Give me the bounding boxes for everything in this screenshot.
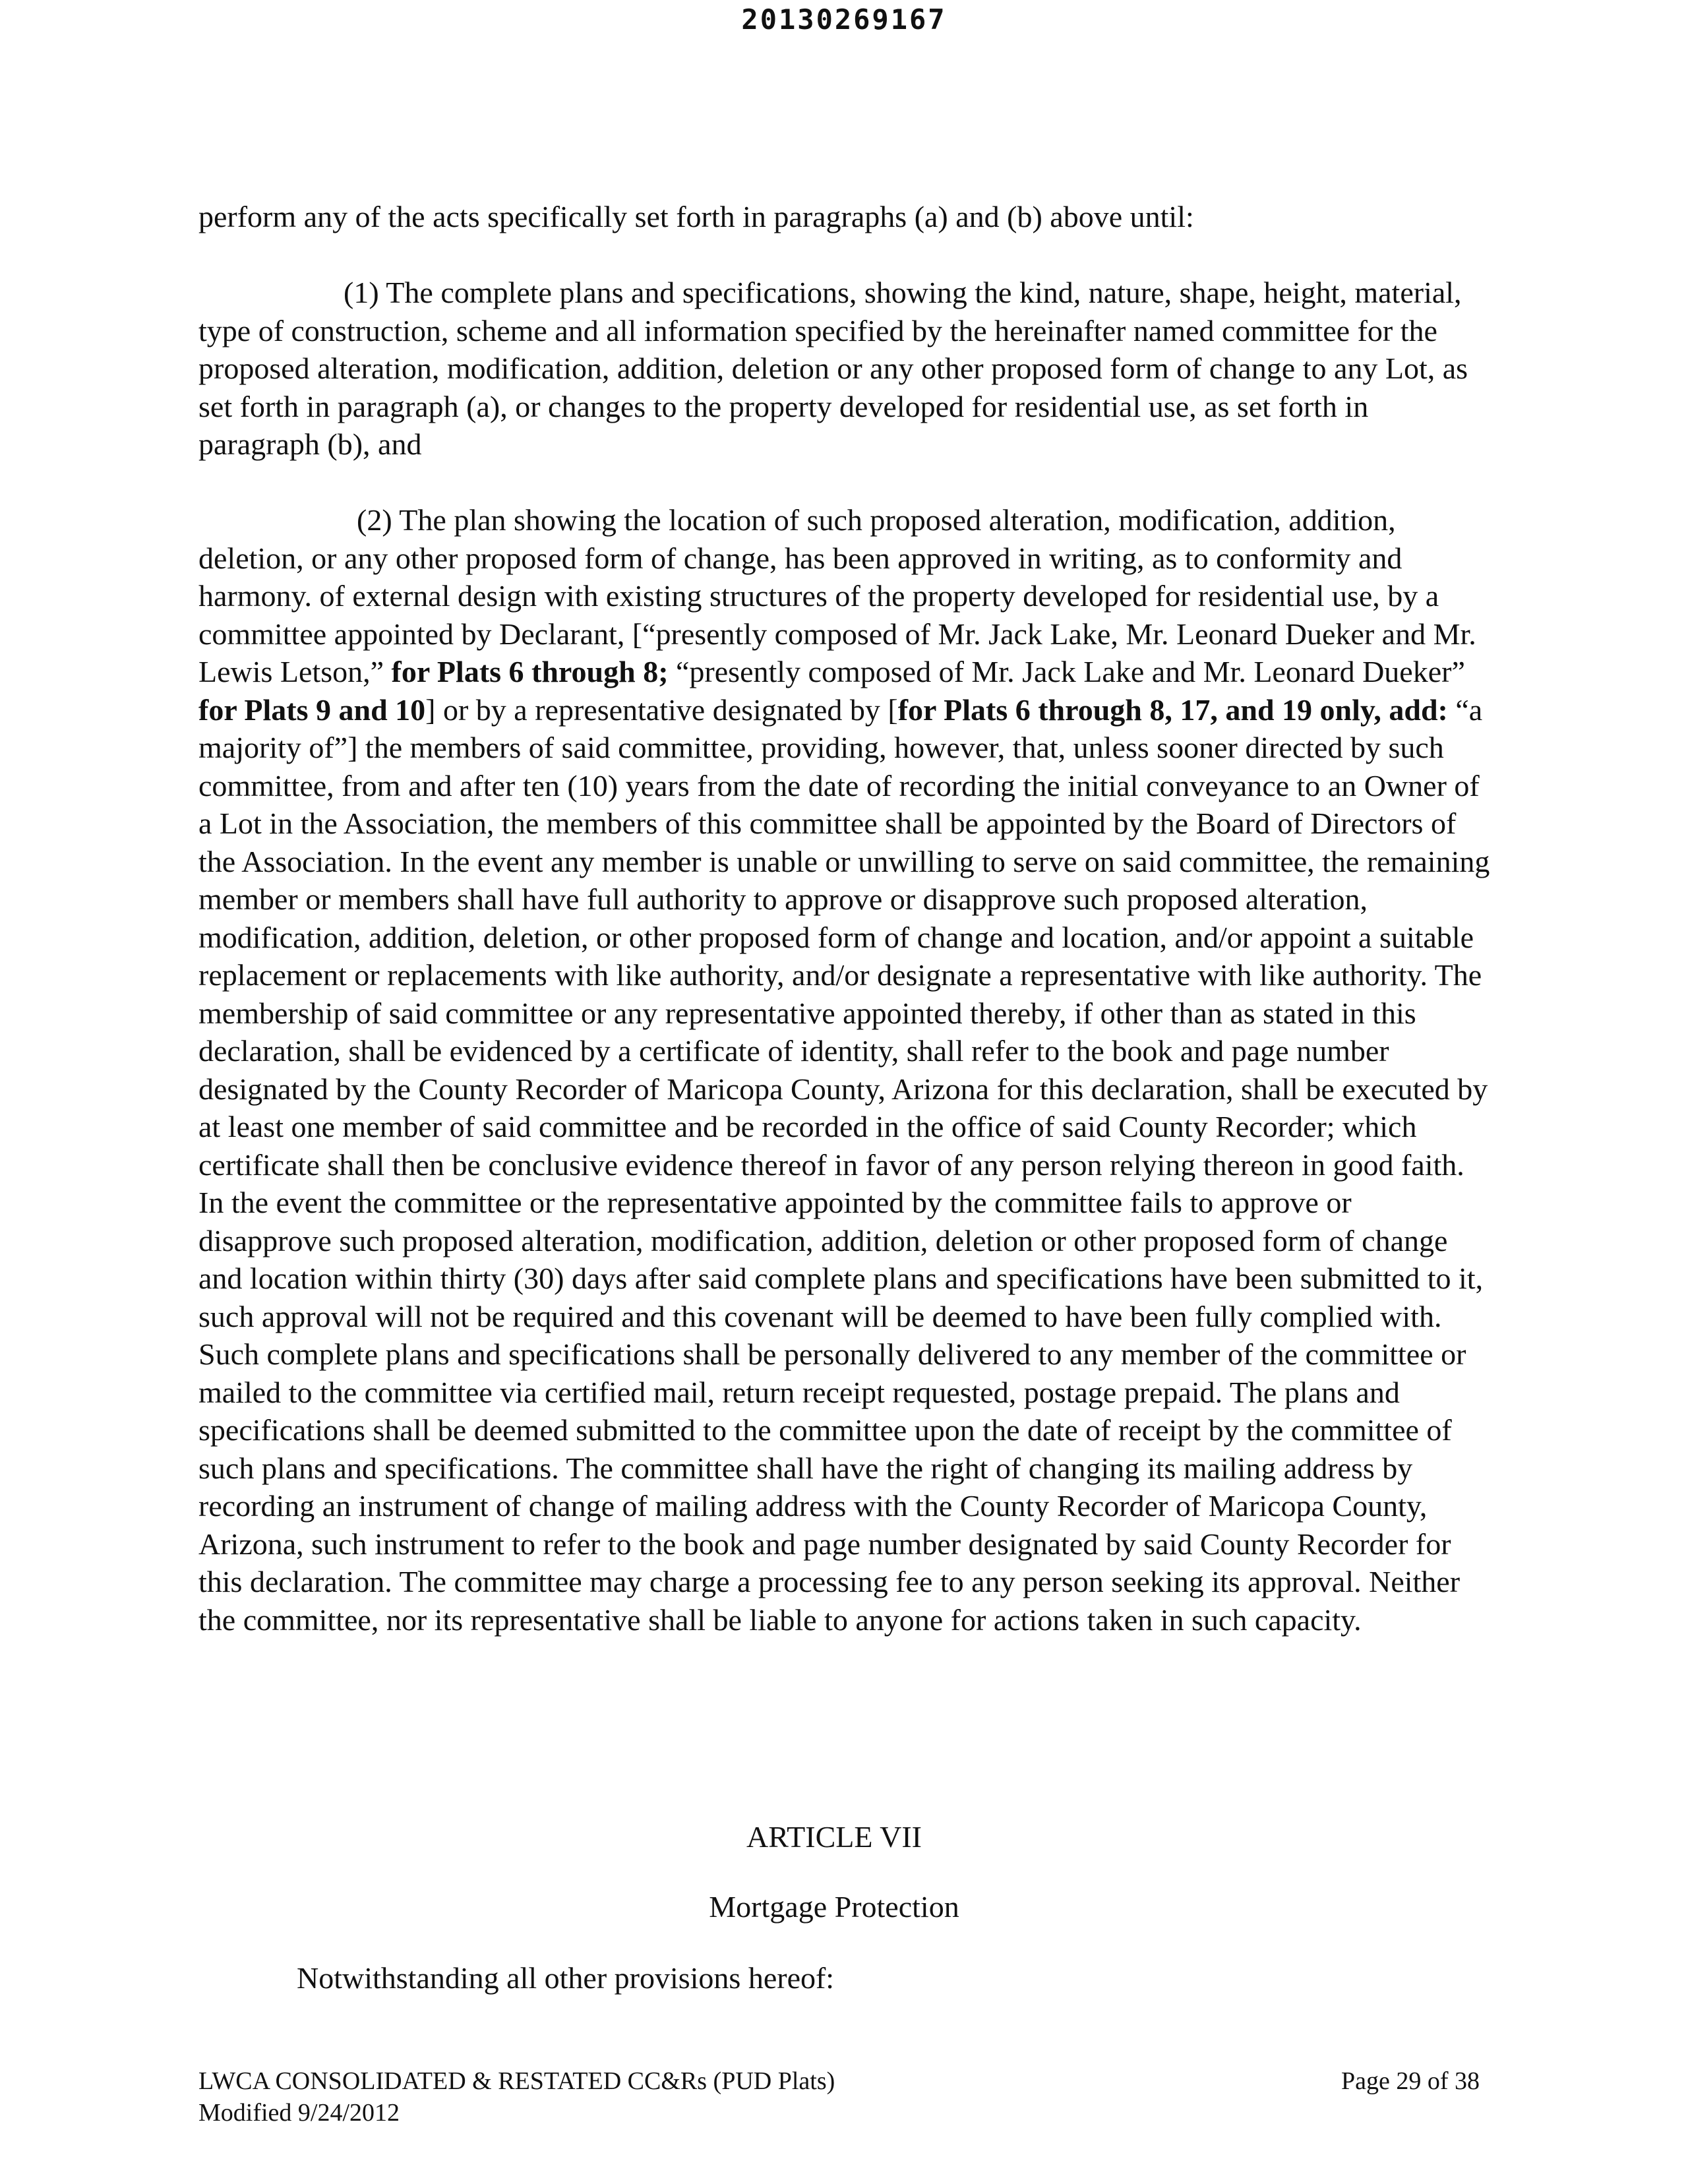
article-title: Mortgage Protection	[709, 1890, 959, 1924]
recording-number: 20130269167	[741, 3, 947, 36]
item-2-bold-plats-add: for Plats 6 through 8, 17, and 19 only, add:	[897, 692, 1448, 727]
item-2-text-part2: “presently composed of Mr. Jack Lake and Mr. Leonard Dueker”	[676, 655, 1465, 688]
item-2-bold-plats-6-8: for Plats 6 through 8;	[391, 655, 669, 688]
item-2-text-part1: (2) The plan showing the location of such proposed alteration, modification, addition, deletion, or any other proposed form of change, has been approved in writing, as to conformity and harmony. of external design with existing structures of the property developed for residential use, by a committee appointed by Declarant, [“presently composed of Mr. Jack Lake, Mr. Leonard Dueker and Mr. Lewis Letson,”	[198, 503, 1476, 688]
item-2-bold-plats-9-10: for Plats 9 and 10	[198, 692, 426, 727]
notwithstanding-paragraph: Notwithstanding all other provisions hereof:	[297, 1961, 835, 1995]
item-2-paragraph	[198, 501, 1491, 1639]
item-1-text: (1) The complete plans and specifications, showing the kind, nature, shape, height, material, type of construction, scheme and all information specified by the hereinafter named committee for the proposed alteration, modification, addition, deletion or any other proposed form of change to any Lot, as set forth in paragraph (a), or changes to the property developed for residential use, as set forth in paragraph (b), and	[198, 276, 1468, 461]
item-2-text-part3: ] or by a representative designated by [	[425, 692, 898, 727]
item-1-paragraph	[198, 274, 1491, 464]
intro-paragraph: perform any of the acts specifically set forth in paragraphs (a) and (b) above until:	[198, 200, 1194, 233]
footer-modified-date: Modified 9/24/2012	[198, 2099, 400, 2127]
article-heading: ARTICLE VII	[746, 1820, 922, 1854]
footer-doc-title: LWCA CONSOLIDATED & RESTATED CC&Rs (PUD Plats)	[198, 2067, 835, 2095]
item-2-text-part4: “a majority of”] the members of said committee, providing, however, that, unless sooner directed by such committee, from and after ten (10) years from the date of recording the initial conveyance to an Owner of a Lot in the Association, the members of this committee shall be appointed by the Board of Directors of the Association. In the event any member is unable or unwilling to serve on said committee, the remaining member or members shall have full authority to approve or disapprove such proposed alteration, modification, addition, deletion, or other proposed form of change and location, and/or appoint a suitable replacement or replacements with like authority, and/or designate a representative with like authority. The membership of said committee or any representative appointed thereby, if other than as stated in this declaration, shall be evidenced by a certificate of identity, shall refer to the book and page number designated by the County Recorder of Maricopa County, Arizona for this declaration, shall be executed by at least one member of said committee and be recorded in the office of said County Recorder; which certificate shall then be conclusive evidence thereof in favor of any person relying thereon in good faith. In the event the committee or the representative appointed by the committee fails to approve or disapprove such proposed alteration, modification, addition, deletion or other proposed form of change and location within thirty (30) days after said complete plans and specifications have been submitted to it, such approval will not be required and this covenant will be deemed to have been fully complied with. Such complete plans and specifications shall be personally delivered to any member of the committee or mailed to the committee via certified mail, return receipt requested, postage prepaid. The plans and specifications shall be deemed submitted to the committee upon the date of receipt by the committee of such plans and specifications. The committee shall have the right of changing its mailing address by recording an instrument of change of mailing address with the County Recorder of Maricopa County, Arizona, such instrument to refer to the book and page number designated by said County Recorder for this declaration. The committee may charge a processing fee to any person seeking its approval. Neither the committee, nor its representative shall be liable to anyone for actions taken in such capacity.	[198, 692, 1490, 1637]
footer-page-number: Page 29 of 38	[1341, 2067, 1480, 2095]
